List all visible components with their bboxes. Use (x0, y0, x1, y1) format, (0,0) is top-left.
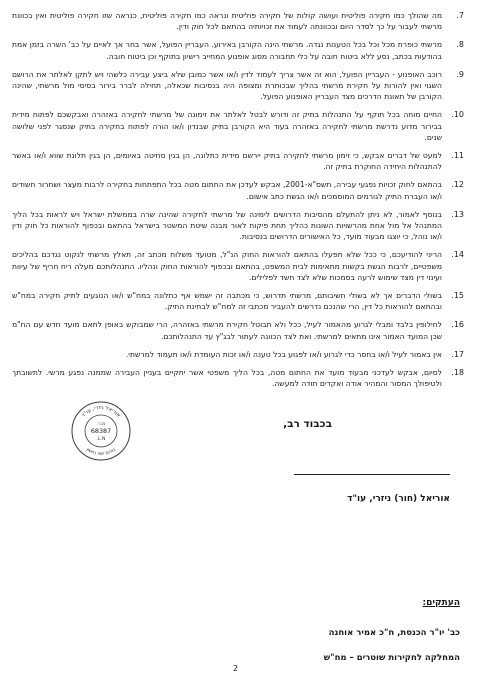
clause-item (12, 10, 464, 32)
clause-text: בנוסף לאמור, לא ניתן להתעלם מהסיבות הדרושים לימינה של מרשתי לחקירה שהינה שרה בממשלת ישראל ויש לראות בכל הליך המתנהל אל מול אחת מהרשויות השונות כהליך תחת פיקוח לאור מבנה שיטת המשטר בישראל בהתאם ובכפוף להוראות כל חוק ודין ו/או נוהל, כי יוצגו מבעוד מועד, כל האישורים הדרושים בנסיבות. (12, 209, 442, 242)
signature-line (294, 474, 450, 475)
clause-number: 13. (451, 209, 464, 219)
clause-number: 11. (451, 151, 464, 161)
clause-number: 16. (451, 320, 464, 330)
clause-number: 7. (456, 11, 464, 20)
clauses-list (12, 10, 464, 389)
clause-item (12, 39, 464, 61)
stamp-initials: L.N. (96, 437, 106, 443)
clause-item (12, 349, 464, 360)
clause-number: 17. (451, 349, 464, 359)
clause-number: 8. (456, 40, 464, 50)
clause-number: 15. (451, 291, 464, 301)
clause-text: רוכב האופנוע - העבריין הפועל, הוא זה אשר צריך לעמוד לדין ו/או אשר כמובן שלא ביצע עבירה כלשהי ויש לתקן לאלתר את הרושם השגוי ואין להורות על חקירת מרשתי בהליך שבכותרת ומצופה היה בנסיבות שכאלה, תחילה לברר בירור בסיסי מול מרשתי, שהינה הקורבן של תאונת הדרכים מצד העבריין האופנוע הפועל. (12, 69, 442, 102)
clause-item (12, 367, 464, 389)
stamp-firm-text: בורום ישה נחשון (85, 447, 117, 458)
clause-text: מה שהולך כמו חקירה פוליטית ועושה קולות של חקירה פוליטית ונראה כמו חקירה פוליטית, כנראה שזו חקירה פוליטית ואין בכוונת מרשתי לעבור על כך לסדר היום ובכוונתה לעמוד את זכויותיה בהתאם לכל חוק ודין. (12, 11, 442, 32)
copy-recipient: המחלקה לחקירות שוטרים – מח"ש (323, 653, 460, 663)
svg-text:בורום ישה נחשון (85, 448, 117, 458)
clause-item (12, 109, 464, 143)
page-number: 2 (233, 664, 239, 673)
clause-text: מרשתי כופרת מכל וכל בכל הטענות נגדה. מרשתי הינה הקורבן באירוע. העבריין הפועל, אשר בחר אך לאיים על כב' השרה בזמן אמת בהודעות בכתב, נסע ללא ביטוח חובה על כלי תחבורה מסוג אופנוע המחייב רישיון בתוקף וכן ביטוח חובה. (12, 40, 442, 61)
clause-item (12, 319, 464, 341)
copies-label: העתקים: (422, 598, 460, 608)
clause-text: לסיום, אבקש לעדכני מבעוד מועד את החתום מטה, בכל הליך משפטי אשר יתקיים בעניין העבירה שממנה נפגע מרשי. לתשובתך ולטיפולך המסור והמהיר אודה ואקדים תודה למעשה. (12, 368, 442, 389)
clause-item (12, 69, 464, 103)
stamp-name-text: אוריאל ניזרי, עו"ד (80, 405, 122, 420)
clause-text: בהתאם לחוק זכויות נפגעי עבירה, תשס"א-2001, אבקש לעדכן את החתום מטה בכל התפתחות בחקירה לרבות מעצר ושחרור חשודים ו/או העברת התיק לגורמים המוסמכים ו/או הגשת כתב אישום. (12, 180, 442, 201)
signer-name: אוריאל (חור) ניזרי, עו"ד (347, 494, 450, 505)
stamp-license-label: מ.ר. (96, 422, 106, 428)
clause-number: 10. (451, 110, 464, 120)
copy-recipient: כב' יו"ר הכנסת, ח"כ אמיר אוחנה (328, 628, 460, 638)
clause-text: החיים מוחה בכל תוקף על התנהלות בתיק זה ודורש לבטל לאלתר את זימונה של מרשתי לחקירה באזהרה ואבקשכם לפתוח מידית בבירור מדוע נדרשת מרשתי לחקירה באזהרה בעוד היא הקורבן בתיק שבנדון ו/או הורה לפתוח בחקירה בתיק שנסגר לפני שלושה שנים. (12, 110, 442, 142)
clause-text: בשולי הדברים אך לא בשולי חשיבותם, מרשתי תדרוש, כי מכתבה זה ישמש אף כתלונה במח"ש ו/או הנוגעים לתיק חקירה במח"ש ובהתאם להוראות כל דין, הרי שהנכם נדרשים להעביר מכתבי זה למח"ש לבחינת התיק. (12, 291, 442, 312)
clause-number: 12. (451, 180, 464, 190)
salutation: בכבוד רב, (283, 418, 332, 431)
svg-text:אוריאל ניזרי, עו"ד (81, 405, 122, 419)
clause-text: אין באמור לעיל ו/או בחסר כדי לגרוע ו/או לפגוע בכל טענה ו/או זכות העומדת ו/או תעמוד למרשתי. (125, 349, 442, 359)
signoff-area (12, 396, 464, 514)
clause-item (12, 209, 464, 243)
clause-text: למעט של דברים אבקש, כי זימון מרשתי לחקירה בתיק יירשם מידית כתלונה, הן בגין סחיטה באיומים, הן בגין תלונת שווא ו/או באשר להתנהלות היחידה החוקרת בתיק זה. (12, 151, 442, 172)
clause-number: 14. (451, 250, 464, 260)
clause-item (12, 179, 464, 201)
clause-item (12, 290, 464, 312)
clause-item (12, 249, 464, 283)
clause-item (12, 150, 464, 172)
clause-number: 18. (451, 368, 464, 378)
clause-text: הריני להודיעכם, כי ככל שלא תפעלו בהתאם להוראות החוק הנ"ל, מטועד משלוח מכתב זה, תאלץ מרשתי לנקוט נגדכם בהליכים משפטיים, לרבות הגשת בקשות מתאימות לבית המשפט, בהתאם ובכפוף להוראות החוק ונהליו. התנהלותכם מעלה ריח חריף של עיוות ועינוי דין מצד שימוש לרעה בסמכות שלא לצד חשד לפלילים. (12, 250, 442, 282)
clause-number: 9. (456, 69, 464, 79)
stamp-license-number: 68387 (90, 427, 112, 436)
clause-text: לחילופין בלבד ומבלי לגרוע מהאמור לעיל, ככל ולא תבוטל חקירת מרשתי באזהרה, הרי שמבוקש באופן לתאם מועד חדש עם הח"מ שכן המועד האמור אינו מתאים למרשתי. ואת לצד הכוונה לעתור לבג"ץ עד התנהלותכם. (12, 320, 442, 341)
lawyer-stamp (70, 400, 132, 462)
